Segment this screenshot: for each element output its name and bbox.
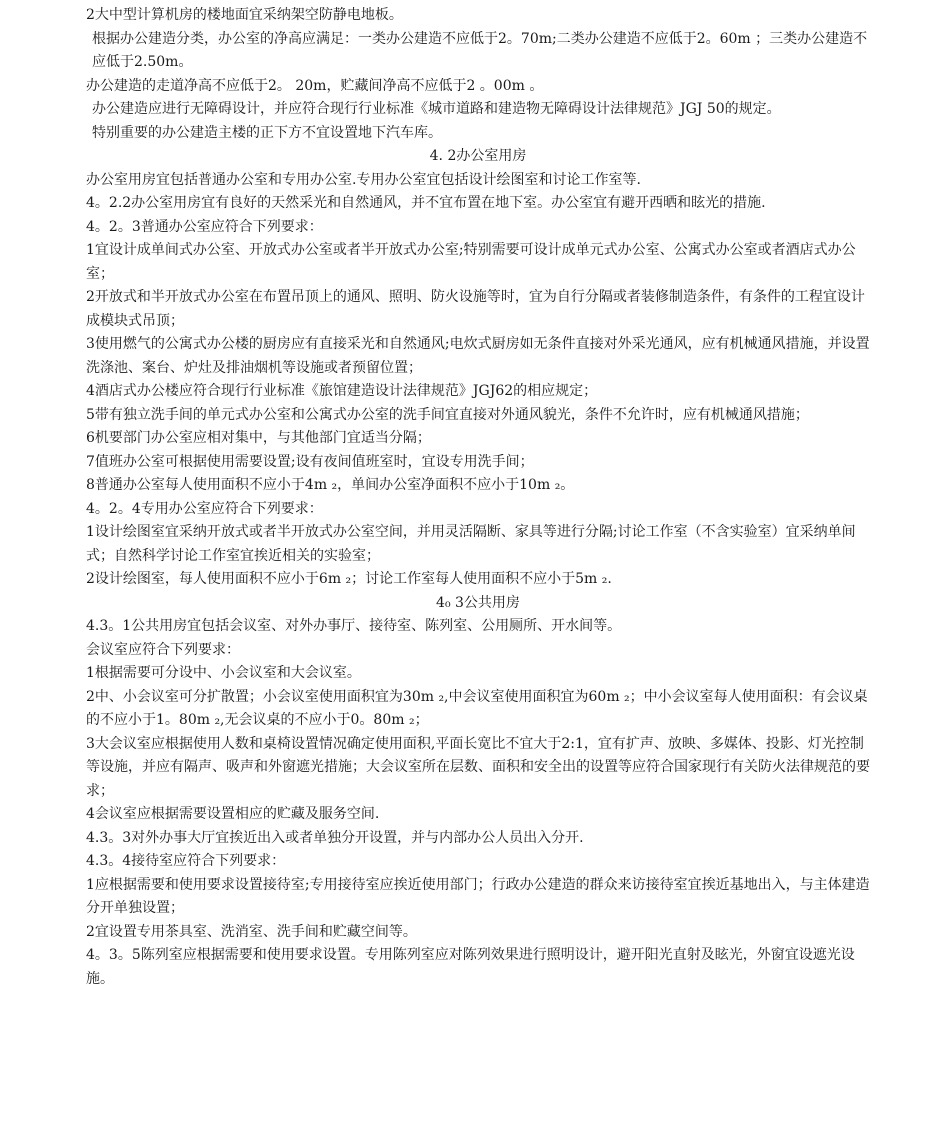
paragraph-4-3-3: 4.3。3对外办事大厅宜挨近出入或者单独分开设置，并与内部办公人员出入分开. xyxy=(86,829,584,846)
paragraph-corridor-height: 办公建造的走道净高不应低于2。 20m，贮藏间净高不应低于2 。00m 。 xyxy=(86,77,544,94)
paragraph-4-3-5: 4。3。5陈列室应根据需要和使用要求设置。专用陈列室应对陈列效果进行照明设计，避开阳光直射及眩光，外窗宜设遮光设施。 xyxy=(86,947,855,987)
paragraph-floor: 2大中型计算机房的楼地面宜采纳架空防静电地板。 xyxy=(86,7,403,23)
list-item: 4酒店式办公楼应符合现行行业标准《旅馆建造设计法律规范》JGJ62的相应规定； xyxy=(86,383,598,399)
list-item: 1根据需要可分设中、小会议室和大会议室。 xyxy=(86,665,361,681)
paragraph-4-3-1: 4.3。1公共用房宜包括会议室、对外办事厅、接待室、陈列室、公用厕所、开水间等。 xyxy=(86,618,622,634)
list-item: 3使用燃气的公寓式办公楼的厨房应有直接采光和自然通风;电炊式厨房如无条件直接对外采光通风，应有机械通风措施，并设置洗涤池、案台、炉灶及排油烟机等设施或者预留位置； xyxy=(86,336,870,376)
list-item: 2开放式和半开放式办公室在布置吊顶上的通风、照明、防火设施等时，宜为自行分隔或者装修制造条件，有条件的工程宜设计成模块式吊顶； xyxy=(86,289,865,329)
list-item: 1宜设计成单间式办公室、开放式办公室或者半开放式办公室;特别需要可设计成单元式办公室、公寓式办公室或者酒店式办公室； xyxy=(86,242,856,282)
paragraph-meeting-room: 会议室应符合下列要求： xyxy=(86,641,240,658)
list-item: 2宜设置专用茶具室、洗消室、洗手间和贮藏空间等。 xyxy=(86,923,417,940)
list-item: 6机要部门办公室应相对集中，与其他部门宜适当分隔； xyxy=(86,430,431,446)
paragraph-4-2-1: 办公室用房宜包括普通办公室和专用办公室.专用办公室宜包括设计绘图室和讨论工作室等. xyxy=(86,171,641,188)
list-item: 3大会议室应根据使用人数和桌椅设置情况确定使用面积,平面长宽比不宜大于2:1，宜有扩声、放映、多媒体、投影、灯光控制等设施，并应有隔声、吸声和外窗遮光措施；大会议室所在层数、面积和安全出的设置等应符合国家现行有关防火法律规范的要求； xyxy=(86,735,870,799)
list-item: 2设计绘图室，每人使用面积不应小于6m ₂；讨论工作室每人使用面积不应小于5m ₂. xyxy=(86,571,612,587)
list-item: 2中、小会议室可分扩散置；小会议室使用面积宜为30m ₂,中会议室使用面积宜为60m ₂；中小会议室每人使用面积：有会议桌的不应小于1。80m ₂,无会议桌的不应小于0。80m ₂； xyxy=(86,688,868,728)
list-item: 1设计绘图室宜采纳开放式或者半开放式办公室空间，并用灵活隔断、家具等进行分隔;讨论工作室（不含实验室）宜采纳单间式；自然科学讨论工作室宜挨近相关的实验室； xyxy=(86,524,856,564)
paragraph-4-2-4: 4。2。4专用办公室应符合下列要求： xyxy=(86,500,323,517)
paragraph-clear-height: 根据办公建造分类，办公室的净高应满足：一类办公建造不应低于2。70m;二类办公建造不应低于2。60m ；三类办公建造不应低于2.50m。 xyxy=(92,30,868,70)
paragraph-4-3-4: 4.3。4接待室应符合下列要求： xyxy=(86,853,286,869)
paragraph-4-2-2: 4。2.2办公室用房宜有良好的天然采光和自然通风，并不宜布置在地下室。办公室宜有避开西晒和眩光的措施. xyxy=(86,195,766,211)
paragraph-garage: 特别重要的办公建造主楼的正下方不宜设置地下汽车库。 xyxy=(92,124,442,141)
list-item: 1应根据需要和使用要求设置接待室;专用接待室应挨近使用部门；行政办公建造的群众来访接待室宜挨近基地出入，与主体建造分开单独设置； xyxy=(86,876,870,916)
list-item: 8普通办公室每人使用面积不应小于4m ₂，单间办公室净面积不应小于10m ₂。 xyxy=(86,477,575,493)
list-item: 4会议室应根据需要设置相应的贮藏及服务空间. xyxy=(86,806,380,822)
paragraph-accessibility: 办公建造应进行无障碍设计，并应符合现行行业标准《城市道路和建造物无障碍设计法律规范》JGJ 50的规定。 xyxy=(92,101,781,117)
list-item: 5带有独立洗手间的单元式办公室和公寓式办公室的洗手间宜直接对外通风貌光，条件不允许时，应有机械通风措施； xyxy=(86,406,809,423)
section-heading-4-3: 4₀ 3公共用房 xyxy=(436,594,520,611)
list-item: 7值班办公室可根据使用需要设置;设有夜间值班室时，宜设专用洗手间； xyxy=(86,453,534,470)
paragraph-4-2-3: 4。2。3普通办公室应符合下列要求： xyxy=(86,218,323,235)
section-heading-4-2: 4. 2办公室用房 xyxy=(429,148,527,164)
